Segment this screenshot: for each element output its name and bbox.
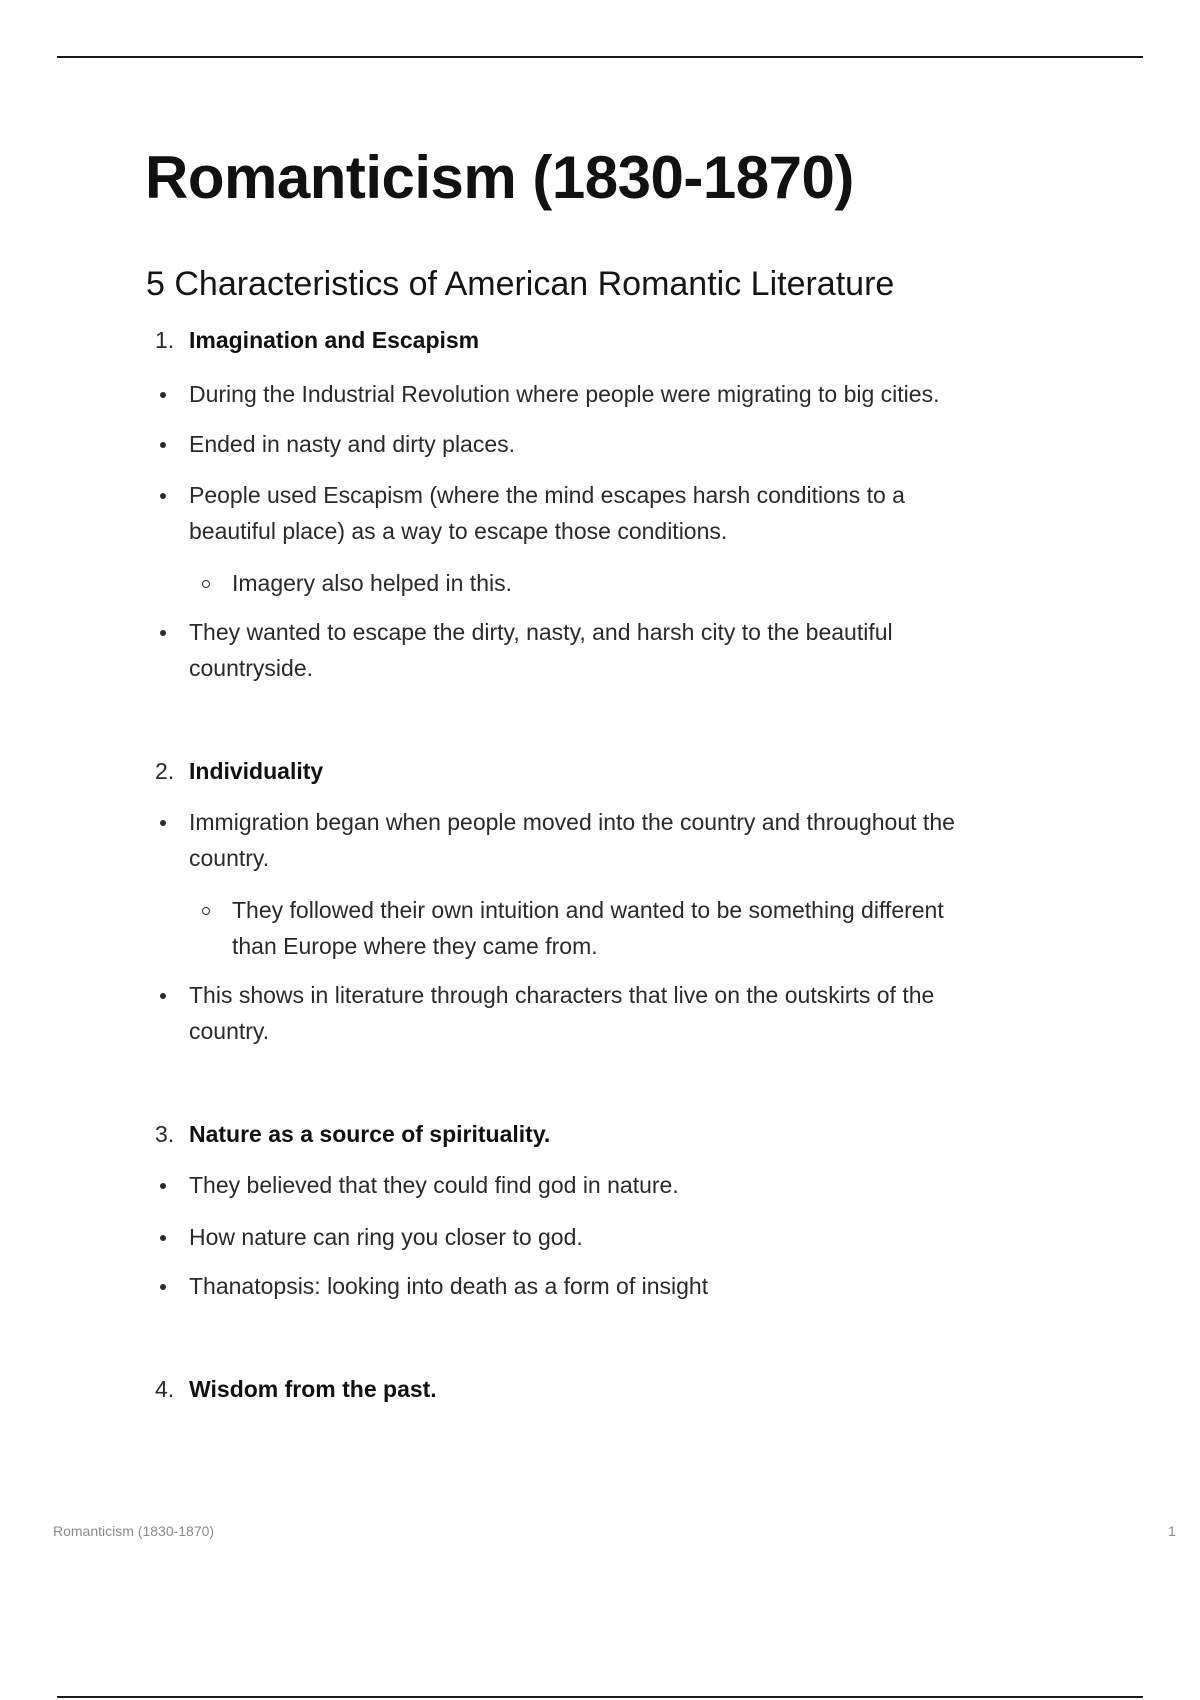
bullet-icon	[160, 630, 166, 636]
section-title: Imagination and Escapism	[189, 327, 480, 353]
list-item: They wanted to escape the dirty, nasty, and harsh city to the beautiful	[189, 619, 893, 645]
list-item: Immigration began when people moved into the country and throughout the	[189, 809, 955, 835]
list-item: During the Industrial Revolution where people were migrating to big cities.	[189, 381, 940, 407]
list-item-continuation: countryside.	[189, 655, 314, 681]
section-title: Nature as a source of spirituality.	[189, 1121, 551, 1147]
list-item: Thanatopsis: looking into death as a form of insight	[189, 1273, 709, 1299]
bullet-icon	[160, 493, 166, 499]
list-number: 1.	[155, 327, 175, 353]
section-title: Individuality	[189, 758, 324, 784]
list-item: They believed that they could find god in nature.	[189, 1172, 679, 1198]
page-number: 1	[1168, 1523, 1176, 1539]
sub-list-item: They followed their own intuition and wanted to be something different	[232, 897, 944, 923]
list-number: 3.	[155, 1121, 175, 1147]
bullet-icon	[160, 392, 166, 398]
bullet-icon	[160, 993, 166, 999]
section-title: Wisdom from the past.	[189, 1376, 437, 1402]
list-item: Ended in nasty and dirty places.	[189, 431, 516, 457]
bullet-icon	[160, 820, 166, 826]
list-item: This shows in literature through characters that live on the outskirts of the	[189, 982, 935, 1008]
sub-bullet-icon	[202, 580, 210, 588]
bullet-icon	[160, 1235, 166, 1241]
section-heading: 5 Characteristics of American Romantic Literature	[146, 265, 895, 303]
bullet-icon	[160, 1284, 166, 1290]
page-title: Romanticism (1830-1870)	[145, 144, 854, 211]
list-item-continuation: country.	[189, 845, 270, 871]
bottom-rule	[57, 1696, 1143, 1698]
sub-bullet-icon	[202, 907, 210, 915]
list-item-continuation: country.	[189, 1018, 270, 1044]
list-number: 4.	[155, 1376, 175, 1402]
sub-list-item-continuation: than Europe where they came from.	[232, 933, 598, 959]
bullet-icon	[160, 1183, 166, 1189]
sub-list-item: Imagery also helped in this.	[232, 570, 512, 596]
list-number: 2.	[155, 758, 175, 784]
list-item-continuation: beautiful place) as a way to escape those conditions.	[189, 518, 728, 544]
list-item: People used Escapism (where the mind escapes harsh conditions to a	[189, 482, 905, 508]
footer-title: Romanticism (1830-1870)	[53, 1523, 215, 1539]
top-rule	[57, 56, 1143, 58]
list-item: How nature can ring you closer to god.	[189, 1224, 583, 1250]
bullet-icon	[160, 442, 166, 448]
